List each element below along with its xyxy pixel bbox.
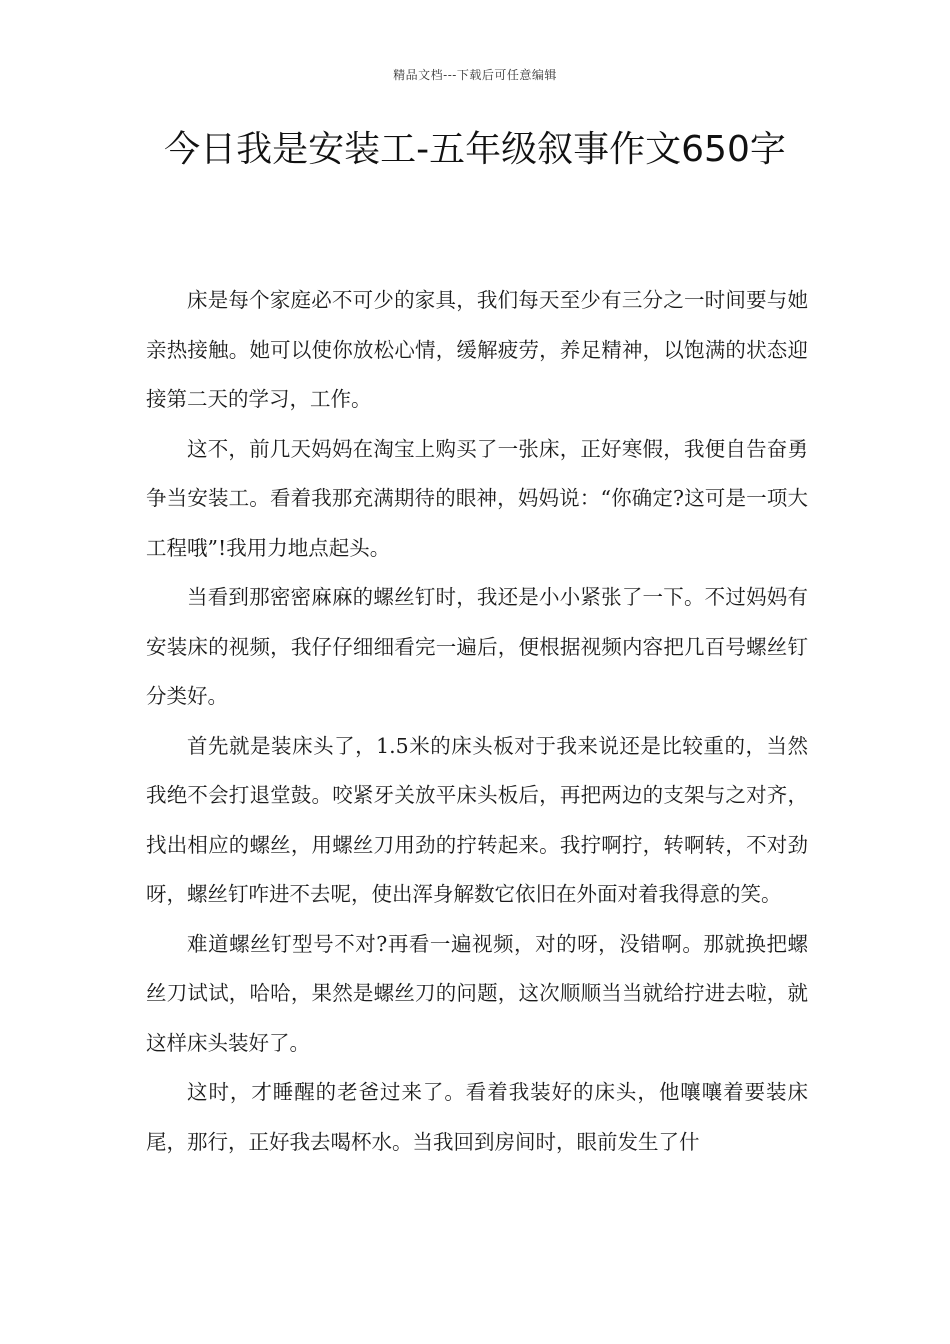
paragraph: 当看到那密密麻麻的螺丝钉时，我还是小小紧张了一下。不过妈妈有安装床的视频，我仔仔细细看完一遍后，便根据视频内容把几百号螺丝钉分类好。 (146, 585, 808, 708)
paragraph: 难道螺丝钉型号不对?再看一遍视频，对的呀，没错啊。那就换把螺丝刀试试，哈哈，果然是螺丝刀的问题，这次顺顺当当就给拧进去啦，就这样床头装好了。 (146, 931, 808, 1055)
header-note: 精品文档---下载后可任意编辑 (393, 68, 557, 82)
paragraph: 床是每个家庭必不可少的家具，我们每天至少有三分之一时间要与她亲热接触。她可以使你放松心情，缓解疲劳，养足精神，以饱满的状态迎接第二天的学习，工作。 (146, 288, 808, 411)
document-title: 今日我是安装工-五年级叙事作文650字 (164, 129, 786, 170)
paragraph: 这时，才睡醒的老爸过来了。看着我装好的床头，他嚷嚷着要装床尾，那行，正好我去喝杯水。当我回到房间时，眼前发生了什 (146, 1080, 808, 1154)
paragraph: 首先就是装床头了，1.5米的床头板对于我来说还是比较重的，当然我绝不会打退堂鼓。咬紧牙关放平床头板后，再把两边的支架与之对齐，找出相应的螺丝，用螺丝刀用劲的拧转起来。我拧啊拧，转啊转，不对劲呀，螺丝钉咋进不去呢，使出浑身解数它依旧在外面对着我得意的笑。 (146, 733, 808, 906)
document-body (146, 276, 808, 1167)
paragraph: 这不，前几天妈妈在淘宝上购买了一张床，正好寒假，我便自告奋勇争当安装工。看着我那充满期待的眼神，妈妈说：“你确定?这可是一项大工程哦”!我用力地点起头。 (146, 436, 808, 560)
